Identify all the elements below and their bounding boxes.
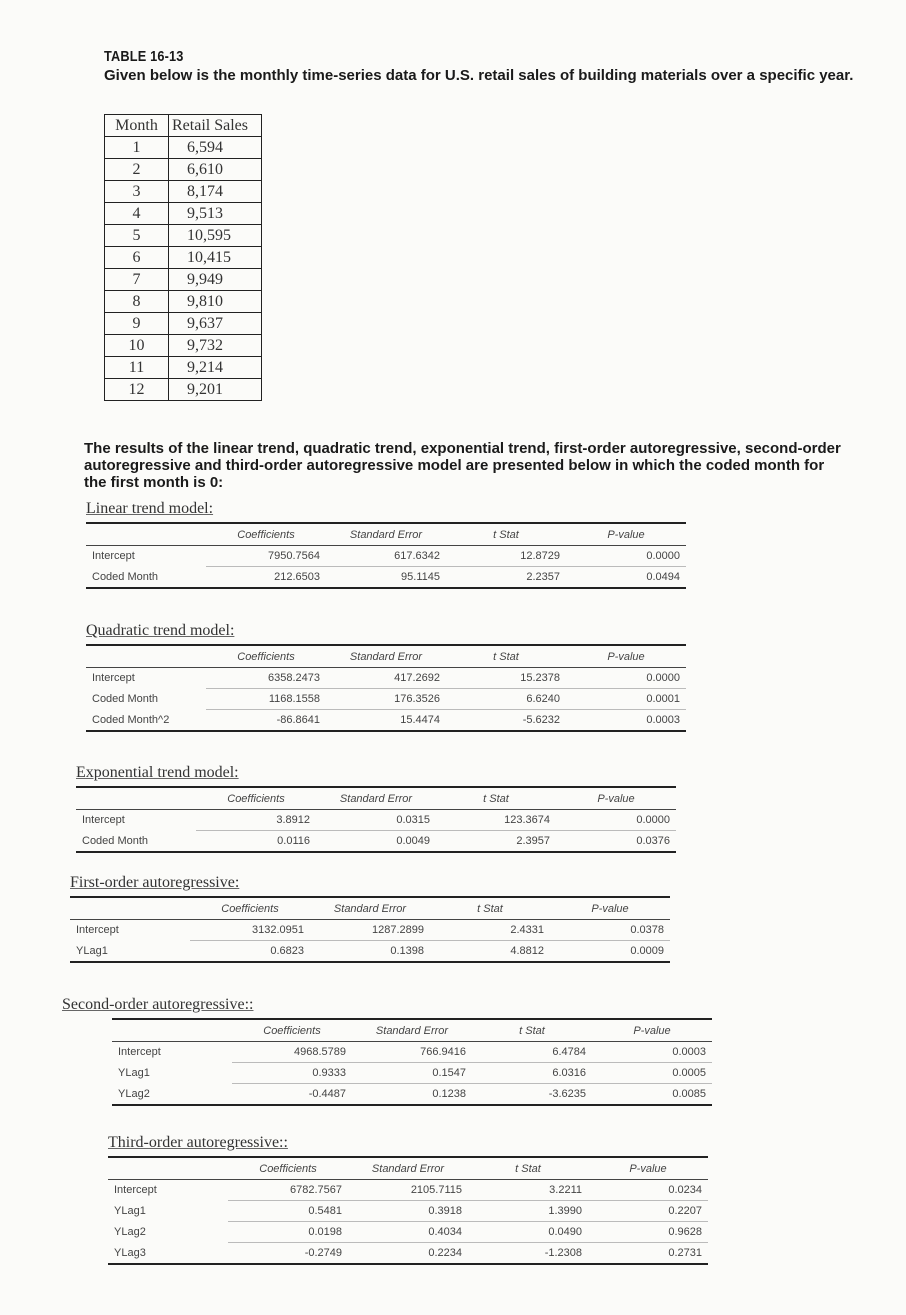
stat-value: 0.0234	[588, 1180, 708, 1201]
first-order-ar-model	[70, 874, 670, 963]
row-label: Coded Month	[92, 693, 159, 705]
stat-value: 0.1547	[352, 1063, 472, 1084]
row-label: Coded Month^2	[92, 713, 170, 726]
stat-value: 0.0001	[566, 689, 686, 710]
stat-value: 3132.0951	[190, 920, 310, 941]
table-row	[105, 203, 262, 225]
table-row	[105, 159, 262, 181]
stat-column-header: P-value	[556, 787, 676, 810]
table-row	[108, 1222, 708, 1243]
blank-header-cell	[76, 787, 196, 810]
stat-column-header: Standard Error	[326, 645, 446, 668]
retail-sales-cell: 9,732	[169, 335, 262, 357]
row-label: YLag2	[118, 1087, 150, 1100]
stat-column-header: Coefficients	[206, 523, 326, 546]
table-row	[86, 567, 686, 589]
header-row	[112, 1019, 712, 1042]
stat-column-header: Standard Error	[326, 523, 446, 546]
stat-column-header: P-value	[566, 645, 686, 668]
model-title: Linear trend model:	[86, 500, 214, 517]
stat-value: 0.0198	[228, 1222, 348, 1243]
month-cell: 7	[105, 269, 169, 291]
stat-value: 4968.5789	[232, 1042, 352, 1063]
row-label: Intercept	[82, 814, 125, 827]
linear-trend-table	[86, 522, 686, 589]
stat-column-header: Coefficients	[196, 787, 316, 810]
month-cell: 5	[105, 225, 169, 247]
table-row	[108, 1243, 708, 1265]
first-order-ar-table	[70, 896, 670, 963]
retail-sales-cell: 9,214	[169, 357, 262, 379]
row-label: YLag3	[114, 1246, 146, 1259]
exponential-trend-table	[76, 786, 676, 853]
table-row	[86, 546, 686, 567]
stat-value: 0.0049	[316, 831, 436, 853]
stat-value: 0.1238	[352, 1084, 472, 1106]
model-title: Second-order autoregressive::	[62, 996, 254, 1013]
month-cell: 8	[105, 291, 169, 313]
retail-sales-cell: 9,513	[169, 203, 262, 225]
table-row	[105, 357, 262, 379]
stat-column-header: P-value	[566, 523, 686, 546]
stat-value: 0.1398	[310, 941, 430, 963]
stat-value: 0.0490	[468, 1222, 588, 1243]
table-row	[105, 137, 262, 159]
table-row	[76, 831, 676, 853]
retail-sales-column-header: Retail Sales	[169, 115, 262, 137]
header-row	[70, 897, 670, 920]
stat-value: 12.8729	[446, 546, 566, 567]
row-label: Intercept	[92, 672, 135, 685]
header-row	[86, 523, 686, 546]
stat-column-header: Coefficients	[206, 645, 326, 668]
stat-value: 123.3674	[436, 810, 556, 831]
blank-header-cell	[112, 1019, 232, 1042]
retail-sales-cell: 9,201	[169, 379, 262, 401]
stat-value: 2105.7115	[348, 1180, 468, 1201]
stat-value: 0.0116	[196, 831, 316, 853]
month-cell: 10	[105, 335, 169, 357]
month-cell: 2	[105, 159, 169, 181]
blank-header-cell	[86, 523, 206, 546]
retail-sales-cell: 6,610	[169, 159, 262, 181]
table-row	[105, 291, 262, 313]
month-cell: 11	[105, 357, 169, 379]
stat-value: 0.0494	[566, 567, 686, 589]
stat-value: 0.5481	[228, 1201, 348, 1222]
stat-value: 6.4784	[472, 1042, 592, 1063]
stat-value: 0.0000	[566, 668, 686, 689]
table-row	[105, 313, 262, 335]
retail-sales-cell: 10,595	[169, 225, 262, 247]
stat-value: 617.6342	[326, 546, 446, 567]
month-cell: 6	[105, 247, 169, 269]
retail-sales-cell: 9,810	[169, 291, 262, 313]
stat-column-header: t Stat	[430, 897, 550, 920]
stat-column-header: P-value	[592, 1019, 712, 1042]
stat-value: 0.9628	[588, 1222, 708, 1243]
retail-sales-cell: 10,415	[169, 247, 262, 269]
row-label: Coded Month	[92, 570, 159, 583]
table-row	[86, 710, 686, 732]
stat-value: 0.0005	[592, 1063, 712, 1084]
stat-column-header: t Stat	[446, 523, 566, 546]
table-description: Given below is the monthly time-series data for U.S. retail sales of building materials over a specific year.	[104, 67, 854, 84]
stat-value: 0.0009	[550, 941, 670, 963]
stat-value: 0.2234	[348, 1243, 468, 1265]
row-label: YLag2	[114, 1226, 146, 1238]
row-label: YLag1	[76, 944, 108, 957]
model-title: Quadratic trend model:	[86, 622, 235, 639]
stat-column-header: t Stat	[472, 1019, 592, 1042]
stat-value: 176.3526	[326, 689, 446, 710]
stat-value: 0.9333	[232, 1063, 352, 1084]
table-row	[70, 920, 670, 941]
second-order-ar-table	[112, 1018, 712, 1106]
row-label: YLag1	[118, 1067, 150, 1079]
row-label: Intercept	[118, 1046, 161, 1059]
stat-value: 2.4331	[430, 920, 550, 941]
stat-column-header: Standard Error	[310, 897, 430, 920]
header-row	[86, 645, 686, 668]
stat-value: 0.0085	[592, 1084, 712, 1106]
month-column-header: Month	[105, 115, 169, 137]
model-title: First-order autoregressive:	[70, 874, 240, 891]
second-order-ar-model	[62, 996, 712, 1106]
stat-value: -86.8641	[206, 710, 326, 732]
retail-sales-cell: 6,594	[169, 137, 262, 159]
stat-value: 0.2207	[588, 1201, 708, 1222]
quadratic-trend-table	[86, 644, 686, 732]
table-row	[105, 335, 262, 357]
stat-value: 3.8912	[196, 810, 316, 831]
stat-value: 212.6503	[206, 567, 326, 589]
month-cell: 4	[105, 203, 169, 225]
stat-value: 1287.2899	[310, 920, 430, 941]
exponential-trend-model	[76, 764, 676, 853]
table-row	[105, 181, 262, 203]
stat-value: -3.6235	[472, 1084, 592, 1106]
month-cell: 12	[105, 379, 169, 401]
stat-value: -0.4487	[232, 1084, 352, 1106]
blank-header-cell	[108, 1157, 228, 1180]
stat-value: 6358.2473	[206, 668, 326, 689]
header-row	[108, 1157, 708, 1180]
table-row	[105, 247, 262, 269]
stat-value: -5.6232	[446, 710, 566, 732]
stat-value: 0.0376	[556, 831, 676, 853]
row-label: YLag1	[114, 1205, 146, 1217]
stat-value: 0.0000	[556, 810, 676, 831]
stat-value: 0.0378	[550, 920, 670, 941]
table-row	[70, 941, 670, 963]
stat-value: 15.2378	[446, 668, 566, 689]
retail-sales-table	[104, 114, 262, 401]
table-row	[105, 225, 262, 247]
month-cell: 9	[105, 313, 169, 335]
model-title: Exponential trend model:	[76, 764, 239, 781]
table-row	[112, 1042, 712, 1063]
stat-column-header: Standard Error	[352, 1019, 472, 1042]
stat-value: 766.9416	[352, 1042, 472, 1063]
stat-value: 1.3990	[468, 1201, 588, 1222]
quadratic-trend-model	[86, 622, 686, 732]
retail-sales-cell: 8,174	[169, 181, 262, 203]
table-row	[86, 668, 686, 689]
blank-header-cell	[86, 645, 206, 668]
stat-value: 6.6240	[446, 689, 566, 710]
stat-column-header: Coefficients	[190, 897, 310, 920]
stat-value: 0.3918	[348, 1201, 468, 1222]
stat-value: -0.2749	[228, 1243, 348, 1265]
document-header	[104, 48, 874, 84]
stat-column-header: Standard Error	[348, 1157, 468, 1180]
retail-sales-cell: 9,637	[169, 313, 262, 335]
linear-trend-model	[86, 500, 686, 589]
stat-column-header: Coefficients	[228, 1157, 348, 1180]
stat-column-header: Coefficients	[232, 1019, 352, 1042]
stat-value: 95.1145	[326, 567, 446, 589]
stat-value: 0.4034	[348, 1222, 468, 1243]
stat-value: 2.3957	[436, 831, 556, 853]
row-label: Intercept	[92, 550, 135, 563]
stat-value: 417.2692	[326, 668, 446, 689]
row-label: Intercept	[76, 924, 119, 937]
table-row	[76, 810, 676, 831]
table-row	[112, 1063, 712, 1084]
table-id: TABLE 16-13	[104, 48, 184, 65]
table-row	[86, 689, 686, 710]
month-cell: 1	[105, 137, 169, 159]
third-order-ar-model	[108, 1134, 708, 1265]
stat-value: 0.0003	[592, 1042, 712, 1063]
stat-value: 3.2211	[468, 1180, 588, 1201]
blank-header-cell	[70, 897, 190, 920]
month-cell: 3	[105, 181, 169, 203]
table-row	[105, 379, 262, 401]
stat-column-header: P-value	[550, 897, 670, 920]
table-row	[108, 1201, 708, 1222]
third-order-ar-table	[108, 1156, 708, 1265]
stat-value: 0.2731	[588, 1243, 708, 1265]
row-label: Coded Month	[82, 834, 149, 847]
stat-value: -1.2308	[468, 1243, 588, 1265]
stat-value: 0.0003	[566, 710, 686, 732]
table-row	[112, 1084, 712, 1106]
stat-value: 15.4474	[326, 710, 446, 732]
stat-value: 7950.7564	[206, 546, 326, 567]
stat-value: 0.0000	[566, 546, 686, 567]
stat-column-header: Standard Error	[316, 787, 436, 810]
row-label: Intercept	[114, 1184, 157, 1197]
stat-column-header: t Stat	[468, 1157, 588, 1180]
stat-column-header: t Stat	[436, 787, 556, 810]
stat-value: 2.2357	[446, 567, 566, 589]
results-description: The results of the linear trend, quadratic trend, exponential trend, first-order autoregressive, second-order autoregressive and third-order autoregressive model are presented below in which the coded month for the first month is 0:	[84, 440, 841, 491]
model-title: Third-order autoregressive::	[108, 1134, 288, 1151]
table-row	[105, 269, 262, 291]
stat-value: 0.0315	[316, 810, 436, 831]
retail-sales-cell: 9,949	[169, 269, 262, 291]
stat-value: 1168.1558	[206, 689, 326, 710]
header-row	[76, 787, 676, 810]
stat-column-header: P-value	[588, 1157, 708, 1180]
stat-value: 0.6823	[190, 941, 310, 963]
stat-value: 6.0316	[472, 1063, 592, 1084]
stat-value: 4.8812	[430, 941, 550, 963]
table-row	[108, 1180, 708, 1201]
stat-column-header: t Stat	[446, 645, 566, 668]
stat-value: 6782.7567	[228, 1180, 348, 1201]
